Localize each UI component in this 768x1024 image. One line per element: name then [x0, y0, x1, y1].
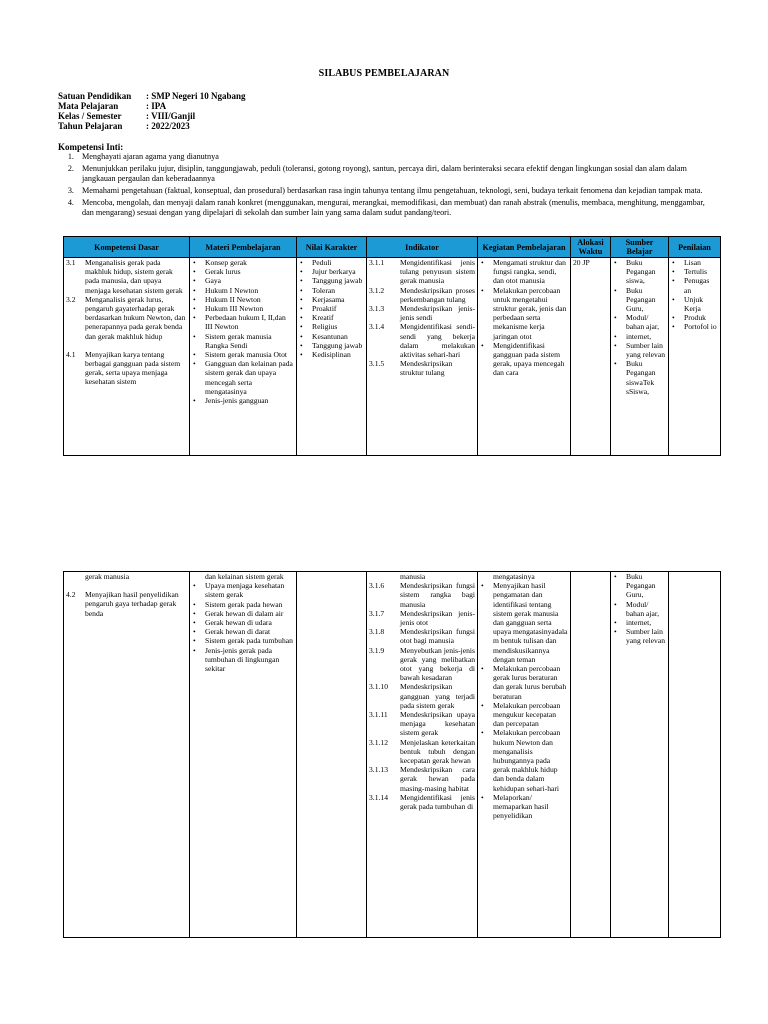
nilai-cell [297, 572, 367, 938]
indikator-text: Menjelaskan keterkaitan bentuk tubuh dengan kecepatan gerak hewan [400, 737, 475, 766]
list-item: • Mengidentifikasi gangguan pada sistem gerak, upaya mencegah dan cara [489, 341, 568, 378]
meta-row-subject [58, 101, 246, 111]
kd-cell [64, 572, 190, 938]
indikator-item [369, 646, 475, 683]
materi-list [192, 581, 294, 673]
indikator-number: 3.1.4 [369, 322, 385, 332]
indikator-item [369, 286, 475, 304]
indikator-number: 3.1.8 [369, 627, 385, 637]
kd-number: 3.1 [66, 258, 76, 267]
list-item: • Jenis-jenis gangguan [201, 396, 294, 405]
list-item: • Produk [680, 313, 718, 322]
kd-text: Menyajikan karya tentang berbagai gangguan pada sistem gerak, serta upaya menjaga kesehatan sistem [85, 349, 181, 387]
list-item: • Kreatif [308, 313, 364, 322]
indikator-number: 3.1.1 [369, 258, 385, 267]
materi-cell [190, 258, 297, 456]
list-item: 2. Menunjukkan perilaku jujur, disiplin, tanggungjawab, peduli (toleransi, gotong royong), santun, percaya diri, dalam berinteraksi secara efektif dengan lingkungan sosial dan alam dalam jangkauan pergaulan dan keberadaannya [76, 164, 714, 184]
indikator-text: Mendeskripsikan upaya menjaga kesehatan sistem gerak [400, 710, 475, 738]
indikator-item [369, 609, 475, 627]
list-item: • Jenis-jenis gerak pada tumbuhan di lingkungan sekitar [201, 646, 294, 674]
list-item: • Hukum I Newton [201, 286, 294, 295]
indikator-item [369, 627, 475, 645]
list-item: • Kesantunan [308, 332, 364, 341]
list-item: • Buku Pegangan Guru, [622, 572, 666, 600]
indikator-text: Menyebutkan jenis-jenis gerak yang melibatkan otot yang bekerja di bawah kesadaran [400, 645, 475, 683]
indikator-text: Mendeskripsikan jenis-jenis sendi [400, 304, 475, 323]
list-item: • Kedisiplinan [308, 350, 364, 359]
header-indikator: Indikator [367, 237, 478, 258]
kegiatan-cell [478, 258, 571, 456]
list-item: • Mengamati struktur dan fungsi rangka, sendi, dan otot manusia [489, 258, 568, 286]
indikator-number: 3.1.2 [369, 285, 385, 295]
list-item: • Tanggung jawab [308, 341, 364, 350]
alokasi-cell [571, 572, 611, 938]
indikator-item [369, 581, 475, 609]
indikator-text: Mendeskripsikan proses perkembangan tulang [400, 285, 475, 304]
indikator-text: Mendeskripsikan cara gerak hewan pada masing-masing habitat [400, 765, 475, 793]
list-item: • Sistem gerak manusia Otot [201, 350, 294, 359]
table-row [64, 258, 721, 456]
indikator-item [369, 322, 475, 359]
list-item: • Penugas an [680, 276, 718, 294]
meta-row-year [58, 121, 246, 131]
kegiatan-list [480, 581, 568, 820]
indikator-text: manusia [400, 572, 426, 581]
indikator-number: 3.1.10 [369, 682, 388, 692]
indikator-text: Mendeskripsikan jenis-jenis otot [400, 608, 475, 628]
list-item: • Melaporkan/ memaparkan hasil penyelidikan [489, 793, 568, 821]
list-item: • Gerak hewan di dalam air [201, 609, 294, 618]
list-item: • Buku Pegangan Guru, [622, 286, 666, 314]
meta-value: : VIII/Ganjil [146, 111, 196, 121]
list-item: • Unjuk Kerja [680, 295, 718, 313]
kd-text: Menyajikan hasil penyelidikan pengaruh gaya terhadap gerak benda [85, 590, 179, 618]
meta-value: : SMP Negeri 10 Ngabang [146, 91, 246, 101]
list-item: • Gerak hewan di darat [201, 627, 294, 636]
kd-number: 3.2 [66, 294, 76, 304]
indikator-number: 3.1.9 [369, 645, 385, 655]
indikator-text: Mengidentifikasi jenis gerak pada tumbuhan di [400, 792, 475, 812]
header-materi: Materi Pembelajaran [190, 237, 297, 258]
indikator-cell [367, 572, 478, 938]
list-item: • Modul/ bahan ajar, [622, 313, 666, 331]
header-kd: Kompetensi Dasar [64, 237, 190, 258]
list-item: • Gangguan dan kelainan pada sistem gerak dan upaya mencegah serta mengatasinya [201, 359, 294, 396]
list-item: • Konsep gerak [201, 258, 294, 267]
kd-cell [64, 258, 190, 456]
kd-text: gerak manusia [85, 572, 130, 581]
syllabus-table [63, 236, 721, 456]
list-item: • Perbedaan hukum I, II,dan III Newton [201, 313, 294, 331]
sumber-cell [611, 572, 669, 938]
indikator-item [369, 710, 475, 738]
sumber-list [613, 572, 666, 646]
indikator-item [369, 304, 475, 322]
list-item: • Hukum III Newton [201, 304, 294, 313]
indikator-text: Mendeskripsikan fungsi sistem rangka bagi manusia [400, 581, 475, 609]
indikator-number: 3.1.13 [369, 765, 388, 775]
indikator-item [369, 765, 475, 793]
list-item: • Gerak lurus [201, 267, 294, 276]
list-item: • Portofol io [680, 322, 718, 331]
list-item: • Proaktif [308, 304, 364, 313]
list-item: • Sistem gerak pada hewan [201, 600, 294, 609]
materi-continuation: dan kelainan sistem gerak [205, 572, 284, 581]
kompetensi-inti-heading: Kompetensi Inti: [58, 142, 124, 152]
indikator-number: 3.1.5 [369, 359, 385, 369]
list-item: • Melakukan percobaan hukum Newton dan menganalisis hubungannya pada gerak makhluk hidup dan benda dalam kehidupan sehari-hari [489, 728, 568, 792]
list-item: • Buku Pegangan siswa, [622, 258, 666, 286]
table-header-row [64, 237, 721, 258]
meta-value: : IPA [146, 101, 167, 111]
indikator-text: Mendeskripsikan gangguan yang terjadi pada sistem gerak [400, 682, 475, 710]
list-item: • Melakukan percobaan mengukur kecepatan dan percepatan [489, 701, 568, 729]
kd-item [66, 258, 187, 295]
indikator-item [369, 793, 475, 811]
nilai-cell [297, 258, 367, 456]
indikator-text: Mendeskripsikan fungsi otot bagi manusia [400, 627, 475, 646]
indikator-number: 3.1.12 [369, 737, 388, 747]
list-item: • Lisan [680, 258, 718, 267]
list-item: • internet, [622, 618, 666, 627]
header-alokasi: Alokasi Waktu [571, 237, 611, 258]
list-item: • internet, [622, 332, 666, 341]
list-item: • Jujur berkarya [308, 267, 364, 276]
list-item: • Gaya [201, 276, 294, 285]
list-item: • Toleran [308, 286, 364, 295]
indikator-item [369, 359, 475, 377]
indikator-item [369, 738, 475, 766]
list-item: • Peduli [308, 258, 364, 267]
materi-cell [190, 572, 297, 938]
list-item: • Sistem gerak pada tumbuhan [201, 636, 294, 645]
list-item: • Tanggung jawab [308, 276, 364, 285]
list-item: • Tertulis [680, 267, 718, 276]
meta-label: Mata Pelajaran [58, 101, 119, 111]
list-item: • Kerjasama [308, 295, 364, 304]
meta-row-school [58, 91, 246, 101]
list-item: • Hukum II Newton [201, 295, 294, 304]
sumber-cell [611, 258, 669, 456]
indikator-number: 3.1.6 [369, 581, 385, 591]
header-kegiatan: Kegiatan Pembelajaran [478, 237, 571, 258]
indikator-number: 3.1.14 [369, 792, 388, 802]
syllabus-table-continued [63, 571, 721, 938]
indikator-text: Mendeskripsikan struktur tulang [400, 359, 453, 378]
indikator-text: Mengidentifikasi sendi-sendi yang bekerja dalam melakukan aktivitas sehari-hari [400, 322, 475, 360]
kd-item [66, 350, 187, 387]
meta-row-class [58, 111, 246, 121]
indikator-text: Mengidentifikasi jenis tulang penyusun sistem gerak manusia [400, 258, 475, 286]
list-item: • Gerak hewan di udara [201, 618, 294, 627]
list-item: 1. Menghayati ajaran agama yang dianutnya [76, 152, 714, 162]
list-item: • Menyajikan hasil pengamatan dan identifikasi tentang sistem gerak manusia dan gangguan serta upaya mengatasinyadala m bentuk tulisan dan mendiskusikannya dengan teman [489, 581, 568, 664]
list-item: • Sumber lain yang relevan [622, 341, 666, 359]
kd-text: Menganalisis gerak pada makhluk hidup, sistem gerak pada manusia, dan upaya menjaga kesehatan sistem gerak [85, 258, 183, 295]
kegiatan-continuation: mengatasinya [493, 572, 535, 581]
list-item: 4. Mencoba, mengolah, dan menyaji dalam ranah konkret (menggunakan, mengurai, merangkai, memodifikasi, dan membuat) dan ranah abstrak (menulis, membaca, menghitung, menggambar, dan mengarang) sesuai dengan yang dipelajari di sekolah dan sumber lain yang sama dalam sudut pandang/teori. [76, 198, 714, 218]
list-item: • Religius [308, 322, 364, 331]
indikator-number: 3.1.11 [369, 710, 388, 720]
header-nilai: Nilai Karakter [297, 237, 367, 258]
kd-item [66, 295, 187, 341]
kd-item [66, 572, 187, 581]
kompetensi-inti [58, 142, 714, 220]
header-penilaian: Penilaian [669, 237, 721, 258]
indikator-item [369, 682, 475, 710]
document-meta [58, 91, 246, 131]
table-row [64, 572, 721, 938]
materi-list [192, 258, 294, 405]
indikator-cell [367, 258, 478, 456]
kd-number: 4.2 [66, 590, 76, 600]
list-item: • Melakukan percobaan untuk mengetahui struktur gerak, jenis dan perbedaan serta mekanisme kerja jaringan otot [489, 286, 568, 341]
indikator-item [369, 258, 475, 286]
list-item: • Melakukan percobaan gerak lurus beraturan dan gerak lurus berubah beraturan [489, 664, 568, 701]
list-item: • Upaya menjaga kesehatan sistem gerak [201, 581, 294, 599]
penilaian-list [671, 258, 718, 332]
nilai-list [299, 258, 364, 359]
list-item: • Sumber lain yang relevan [622, 627, 666, 645]
indikator-item [369, 572, 475, 581]
kegiatan-list [480, 258, 568, 378]
meta-label: Tahun Pelajaran [58, 121, 123, 131]
list-item: • Buku Pegangan siswaTek sSiswa, [622, 359, 666, 396]
indikator-number: 3.1.3 [369, 304, 385, 314]
kegiatan-cell [478, 572, 571, 938]
header-sumber: Sumber Belajar [611, 237, 669, 258]
list-item: • Modul/ bahan ajar, [622, 600, 666, 618]
kompetensi-inti-list [58, 152, 714, 218]
list-item: • Sistem gerak manusia Rangka Sendi [201, 332, 294, 350]
indikator-number: 3.1.7 [369, 608, 385, 618]
sumber-list [613, 258, 666, 396]
kd-number: 4.1 [66, 349, 76, 359]
penilaian-cell [669, 258, 721, 456]
kd-item [66, 590, 187, 618]
meta-value: : 2022/2023 [146, 121, 190, 131]
penilaian-cell [669, 572, 721, 938]
meta-label: Kelas / Semester [58, 111, 122, 121]
list-item: 3. Memahami pengetahuan (faktual, konseptual, dan prosedural) berdasarkan rasa ingin tahunya tentang ilmu pengetahuan, teknologi, seni, budaya terkait fenomena dan kejadian tampak mata. [76, 186, 714, 196]
kd-text: Menganalisis gerak lurus, pengaruh gayaterhadap gerak berdasarkan hukum Newton, dan penerapannya pada gerak benda dan gerak makhluk hidup [85, 294, 186, 341]
document-title: SILABUS PEMBELAJARAN [318, 68, 450, 79]
alokasi-cell: 20 JP [571, 258, 611, 456]
meta-label: Satuan Pendidikan [58, 91, 132, 101]
